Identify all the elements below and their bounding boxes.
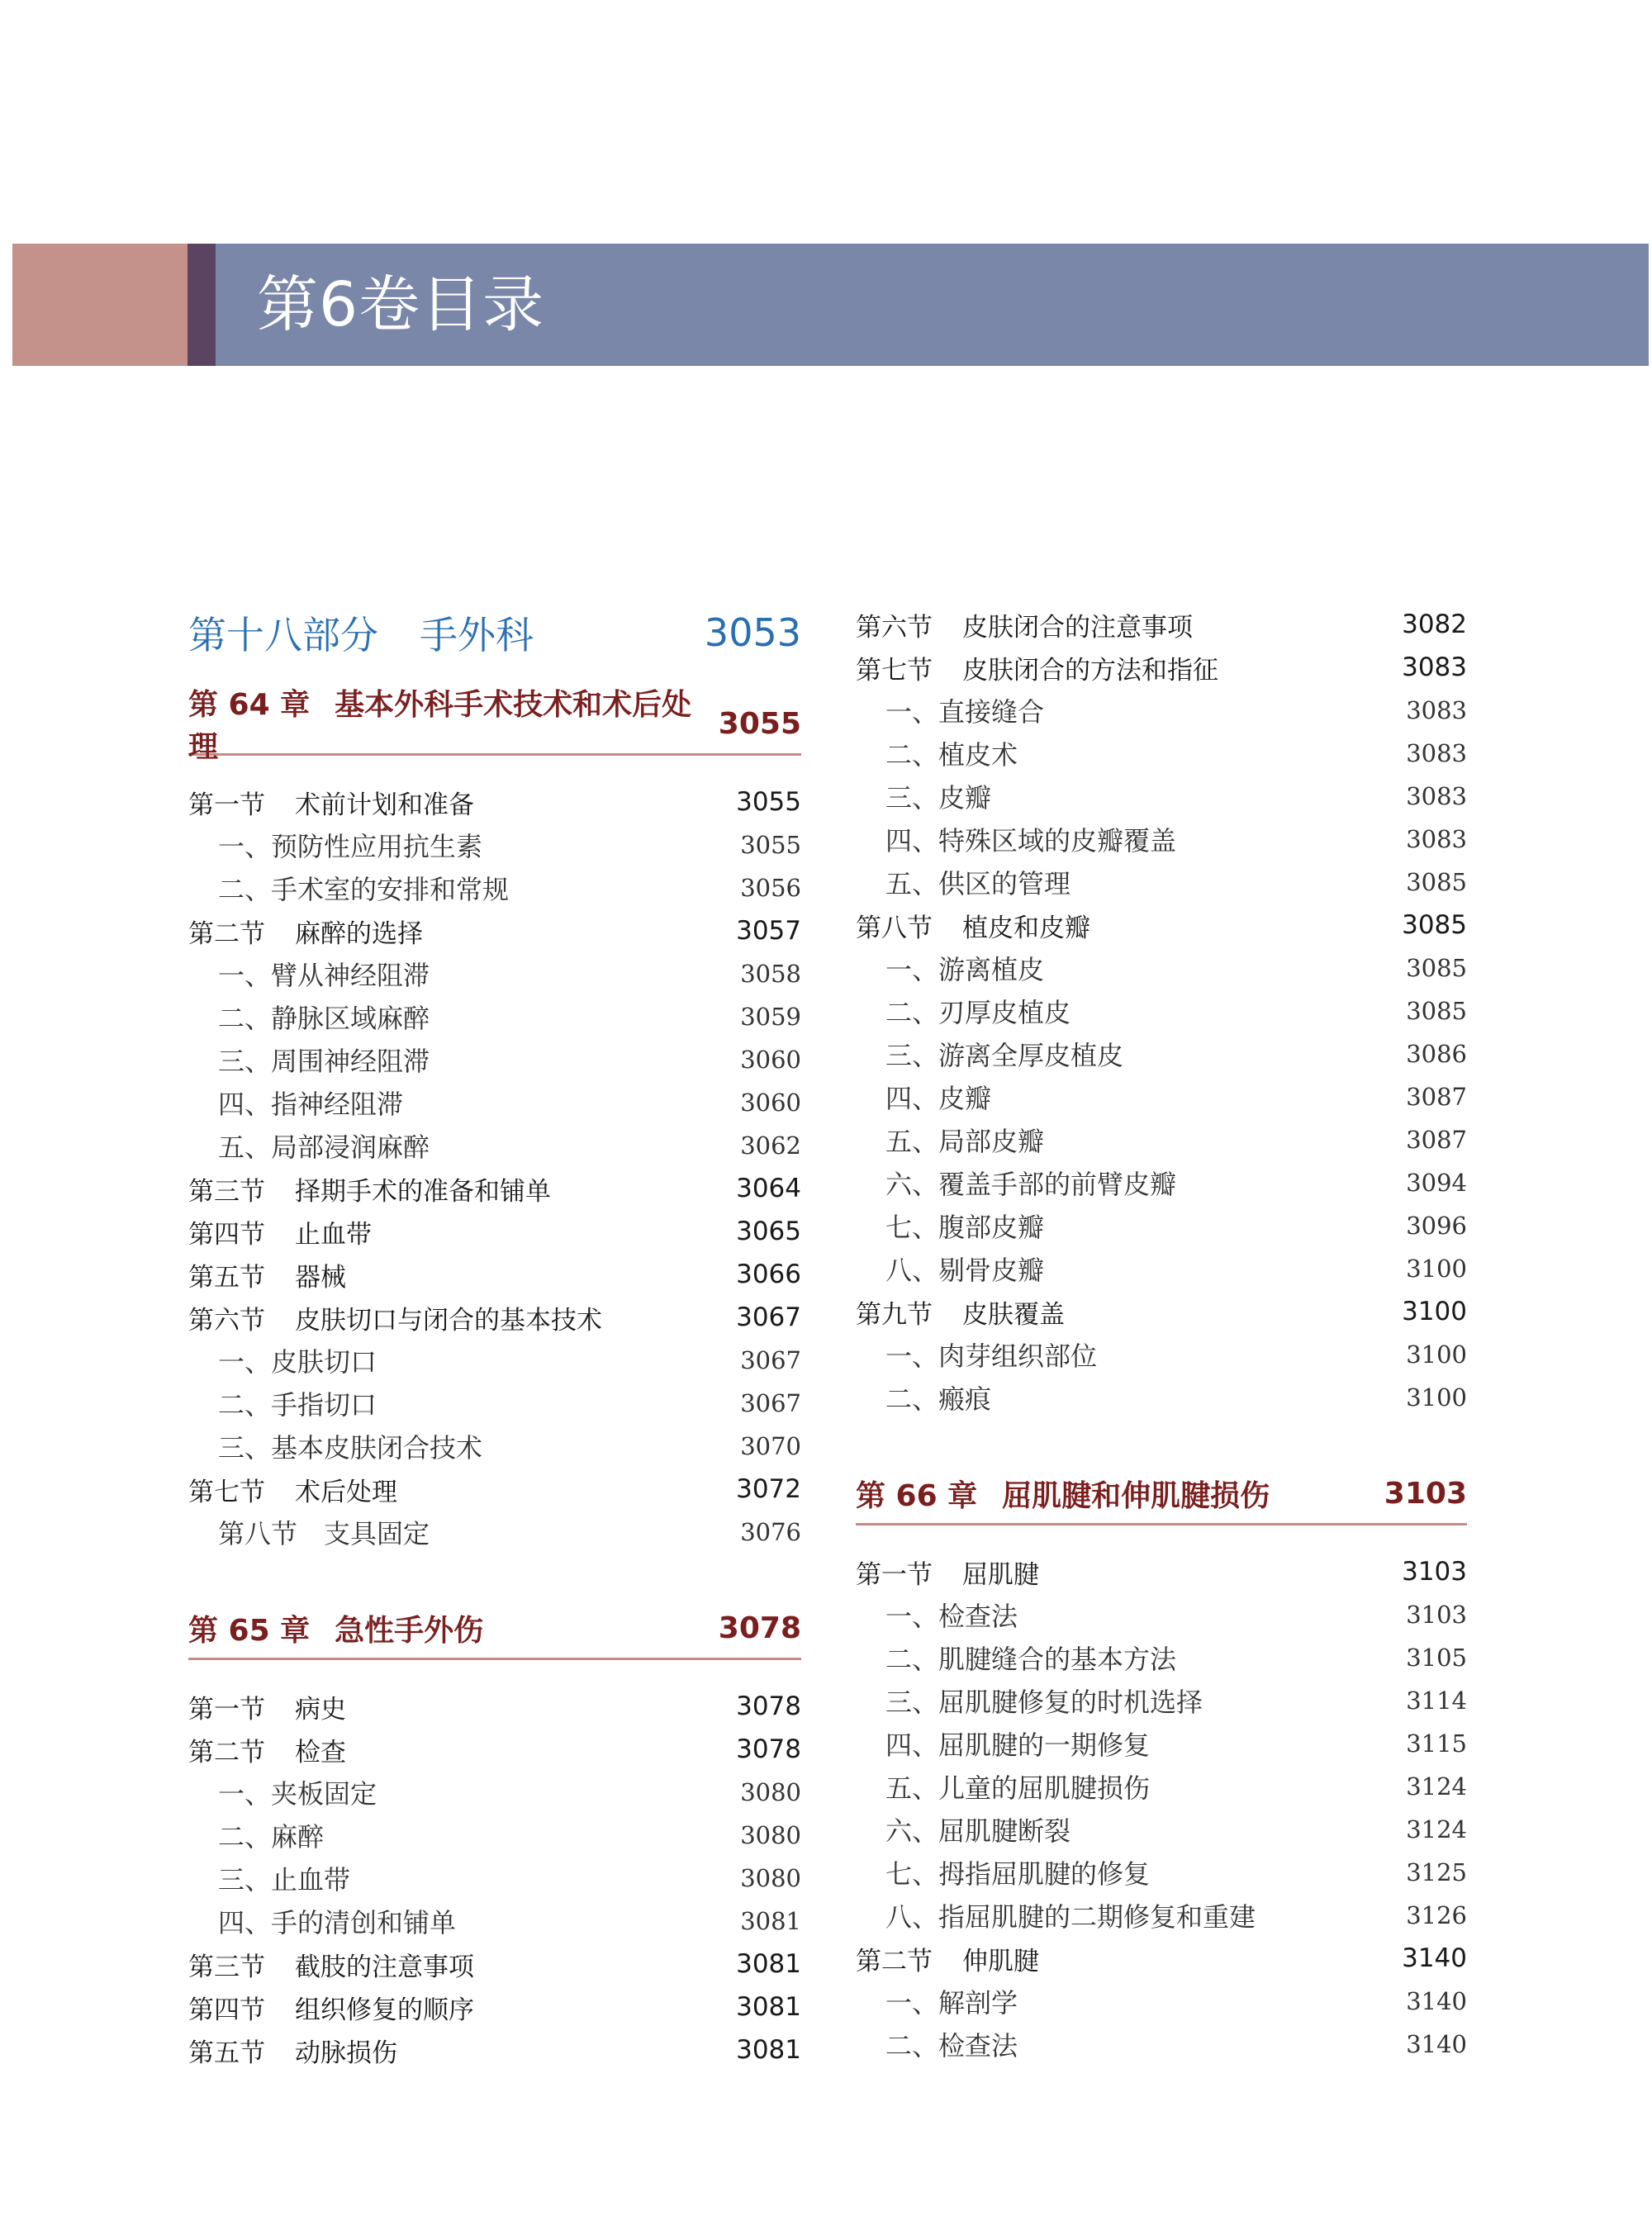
section-title <box>188 2032 397 2069</box>
subsection-title: 二、植皮术 <box>885 739 1018 771</box>
page-number: 3080 <box>740 1778 801 1806</box>
subsection-title: 一、直接缝合 <box>885 696 1045 728</box>
part-title: 第十八部分 手外科 <box>188 613 534 657</box>
page-number: 3100 <box>1402 1297 1467 1326</box>
section-title <box>856 907 1090 944</box>
subsection-title: 一、臂从神经阻滞 <box>218 960 430 991</box>
section-name: 屈肌腱 <box>962 1559 1039 1590</box>
page-number: 3067 <box>740 1389 801 1417</box>
subsection-title: 二、手指切口 <box>218 1389 377 1421</box>
toc-subsection-entry[interactable] <box>856 1204 1467 1247</box>
section-number: 第二节 <box>188 1737 265 1767</box>
toc-section-entry[interactable] <box>188 1685 801 1728</box>
toc-subsection-entry[interactable] <box>856 1032 1467 1075</box>
toc-left-column <box>188 603 801 2071</box>
section-title <box>188 1946 474 1983</box>
page-number: 3114 <box>1406 1687 1467 1715</box>
page-number: 3057 <box>736 916 801 946</box>
page-number: 3087 <box>1406 1126 1467 1154</box>
section-number: 第六节 <box>188 1305 265 1336</box>
section-name: 术前计划和准备 <box>295 790 474 820</box>
section-number: 第四节 <box>188 1995 265 2025</box>
section-name: 植皮和皮瓣 <box>962 913 1090 943</box>
subsection-title: 四、手的清创和铺单 <box>218 1907 457 1938</box>
toc-subsection-entry[interactable] <box>856 775 1467 818</box>
toc-subsection-entry[interactable] <box>856 1247 1467 1290</box>
page-number: 3070 <box>740 1432 801 1460</box>
toc-subsection-entry[interactable] <box>856 989 1467 1032</box>
subsection-title: 四、特殊区域的皮瓣覆盖 <box>885 825 1177 856</box>
section-title <box>188 1688 346 1725</box>
page-number: 3081 <box>736 2035 801 2065</box>
page-number: 3085 <box>1406 954 1467 982</box>
page-number: 3085 <box>1406 997 1467 1025</box>
page-number: 3124 <box>1406 1815 1467 1843</box>
toc-subsection-entry[interactable] <box>856 1376 1467 1419</box>
section-title <box>188 1213 372 1250</box>
page-number: 3105 <box>1406 1644 1467 1672</box>
toc-subsection-entry[interactable] <box>188 1038 801 1081</box>
page-number: 3056 <box>740 874 801 902</box>
toc-subsection-entry[interactable] <box>188 952 801 995</box>
page-number: 3083 <box>1406 825 1467 853</box>
toc-subsection-entry[interactable] <box>856 1894 1467 1937</box>
subsection-title: 五、供区的管理 <box>885 868 1071 899</box>
page-title: 第6卷目录 <box>257 269 545 340</box>
subsection-title: 第八节 支具固定 <box>218 1518 430 1549</box>
subsection-title: 二、手术室的安排和常规 <box>218 874 510 905</box>
chapter-title: 第 64 章 基本外科手术技术和术后处理 <box>188 688 692 764</box>
page-number: 3072 <box>736 1474 801 1504</box>
toc-section-entry[interactable] <box>856 1937 1467 1980</box>
toc-subsection-entry[interactable] <box>188 995 801 1038</box>
toc-subsection-entry[interactable] <box>856 689 1467 732</box>
page-number: 3085 <box>1406 868 1467 896</box>
subsection-title: 三、游离全厚皮植皮 <box>885 1040 1124 1071</box>
toc-subsection-entry[interactable] <box>188 1771 801 1814</box>
page-number: 3058 <box>740 960 801 988</box>
toc-subsection-entry[interactable] <box>856 1679 1467 1722</box>
subsection-title: 四、指神经阻滞 <box>218 1089 404 1120</box>
toc-subsection-entry[interactable] <box>856 861 1467 904</box>
page-number: 3094 <box>1406 1169 1467 1197</box>
subsection-title: 三、皮瓣 <box>885 782 992 814</box>
toc-subsection-entry[interactable] <box>188 1382 801 1425</box>
section-name: 皮肤切口与闭合的基本技术 <box>295 1305 602 1336</box>
page-number: 3065 <box>736 1217 801 1246</box>
subsection-title: 三、止血带 <box>218 1864 351 1896</box>
toc-section-entry[interactable] <box>856 1290 1467 1333</box>
section-name: 止血带 <box>295 1219 372 1250</box>
chapter-page: 3103 <box>1384 1476 1467 1511</box>
page-number: 3082 <box>1402 610 1467 639</box>
page-number: 3083 <box>1406 696 1467 724</box>
subsection-title: 一、肉芽组织部位 <box>885 1340 1098 1372</box>
page-number: 3067 <box>740 1346 801 1374</box>
section-number: 第一节 <box>188 1694 265 1725</box>
chapter-65-heading[interactable] <box>188 1598 801 1660</box>
toc-subsection-entry[interactable] <box>856 1333 1467 1376</box>
subsection-title: 一、检查法 <box>885 1601 1018 1632</box>
subsection-title: 五、局部浸润麻醉 <box>218 1132 430 1163</box>
page-number: 3083 <box>1402 652 1467 682</box>
toc-section-entry[interactable] <box>188 1986 801 2028</box>
subsection-title: 二、肌腱缝合的基本方法 <box>885 1644 1177 1675</box>
page-number: 3100 <box>1406 1340 1467 1369</box>
subsection-title: 二、静脉区域麻醉 <box>218 1003 430 1034</box>
page-number: 3140 <box>1406 1987 1467 2015</box>
page-number: 3081 <box>740 1907 801 1935</box>
subsection-title: 六、覆盖手部的前臂皮瓣 <box>885 1169 1177 1200</box>
section-title <box>856 1554 1039 1591</box>
page-number: 3081 <box>736 1949 801 1979</box>
page-number: 3126 <box>1406 1901 1467 1929</box>
toc-subsection-entry[interactable] <box>856 2023 1467 2066</box>
section-number: 第七节 <box>856 655 933 686</box>
subsection-title: 七、腹部皮瓣 <box>885 1212 1045 1243</box>
section-name: 器械 <box>295 1262 346 1293</box>
section-title <box>856 606 1193 643</box>
page-number: 3067 <box>736 1302 801 1332</box>
toc-subsection-entry[interactable] <box>856 1636 1467 1679</box>
section-title <box>188 913 423 950</box>
page-number: 3140 <box>1406 2030 1467 2058</box>
section-name: 截肢的注意事项 <box>295 1952 474 1982</box>
toc-subsection-entry[interactable] <box>188 1339 801 1382</box>
chapter-title: 第 65 章 急性手外伤 <box>188 1613 484 1648</box>
subsection-title: 四、皮瓣 <box>885 1083 992 1114</box>
page-number: 3115 <box>1406 1729 1467 1758</box>
subsection-title: 四、屈肌腱的一期修复 <box>885 1729 1151 1761</box>
page-number: 3096 <box>1406 1212 1467 1240</box>
section-title <box>188 1989 474 2026</box>
toc-section-entry[interactable] <box>856 603 1467 646</box>
toc-subsection-entry[interactable] <box>856 1765 1467 1808</box>
section-number: 第九节 <box>856 1299 933 1330</box>
toc-subsection-entry[interactable] <box>188 1124 801 1167</box>
toc-section-entry[interactable] <box>188 1728 801 1771</box>
section-number: 第三节 <box>188 1952 265 1982</box>
page-number: 3080 <box>740 1821 801 1849</box>
subsection-title: 二、麻醉 <box>218 1821 325 1853</box>
chapter-66-entries <box>856 1550 1467 2066</box>
toc-subsection-entry[interactable] <box>856 1722 1467 1765</box>
subsection-title: 二、刃厚皮植皮 <box>885 997 1071 1028</box>
toc-section-entry[interactable] <box>856 1550 1467 1593</box>
part-heading[interactable] <box>188 603 801 662</box>
section-name: 检查 <box>295 1737 346 1767</box>
section-title <box>856 649 1218 686</box>
section-number: 第二节 <box>188 918 265 949</box>
section-number: 第一节 <box>856 1559 933 1590</box>
toc-section-entry[interactable] <box>188 1210 801 1253</box>
page-number: 3062 <box>740 1132 801 1160</box>
page-number: 3100 <box>1406 1255 1467 1283</box>
page-number: 3059 <box>740 1003 801 1031</box>
page-number: 3087 <box>1406 1083 1467 1111</box>
section-number: 第三节 <box>188 1176 265 1207</box>
subsection-title: 一、解剖学 <box>885 1987 1018 2019</box>
toc-subsection-entry[interactable] <box>188 1814 801 1857</box>
page-number: 3083 <box>1406 739 1467 767</box>
toc-section-entry[interactable] <box>188 1296 801 1339</box>
part-page: 3053 <box>704 610 801 655</box>
page-number: 3100 <box>1406 1383 1467 1412</box>
page-number: 3066 <box>736 1260 801 1289</box>
toc-subsection-entry[interactable] <box>856 1075 1467 1118</box>
section-name: 伸肌腱 <box>962 1946 1039 1976</box>
toc-subsection-entry[interactable] <box>856 1593 1467 1636</box>
toc-subsection-entry[interactable] <box>856 1808 1467 1851</box>
toc-subsection-entry[interactable] <box>188 1857 801 1900</box>
section-name: 皮肤闭合的注意事项 <box>962 612 1193 643</box>
subsection-title: 三、屈肌腱修复的时机选择 <box>885 1687 1203 1718</box>
section-number: 第七节 <box>188 1477 265 1507</box>
page-number: 3103 <box>1402 1557 1467 1587</box>
section-name: 皮肤覆盖 <box>962 1299 1065 1330</box>
section-number: 第五节 <box>188 2038 265 2068</box>
banner-tan-block <box>12 244 188 366</box>
toc-section-entry[interactable] <box>188 1468 801 1511</box>
section-number: 第一节 <box>188 790 265 820</box>
section-name: 皮肤闭合的方法和指征 <box>962 655 1218 686</box>
chapter-title: 第 66 章 屈肌腱和伸肌腱损伤 <box>856 1478 1270 1513</box>
toc-subsection-entry[interactable] <box>856 1161 1467 1204</box>
subsection-title: 三、周围神经阻滞 <box>218 1046 430 1077</box>
subsection-title: 一、游离植皮 <box>885 954 1045 985</box>
toc-subsection-entry[interactable] <box>856 1980 1467 2023</box>
toc-subsection-entry[interactable] <box>856 1851 1467 1894</box>
toc-subsection-entry[interactable] <box>856 947 1467 989</box>
page-number: 3080 <box>740 1864 801 1892</box>
chapter-64-entries <box>188 780 801 1554</box>
section-title <box>188 1256 346 1293</box>
toc-section-entry[interactable] <box>188 1943 801 1986</box>
section-name: 择期手术的准备和铺单 <box>295 1176 551 1207</box>
toc-section-entry[interactable] <box>188 2028 801 2071</box>
subsection-title: 七、拇指屈肌腱的修复 <box>885 1858 1151 1890</box>
toc-subsection-entry[interactable] <box>188 1425 801 1468</box>
section-name: 组织修复的顺序 <box>295 1995 474 2025</box>
section-number: 第八节 <box>856 913 933 943</box>
section-title <box>188 1299 602 1336</box>
toc-section-entry[interactable] <box>856 904 1467 947</box>
subsection-title: 六、屈肌腱断裂 <box>885 1815 1071 1847</box>
chapter-65-entries <box>188 1685 801 2071</box>
subsection-title: 五、儿童的屈肌腱损伤 <box>885 1772 1151 1804</box>
section-number: 第二节 <box>856 1946 933 1976</box>
chapter-page: 3055 <box>718 706 801 741</box>
section-name: 术后处理 <box>295 1477 397 1507</box>
page-number: 3060 <box>740 1046 801 1074</box>
page-number: 3078 <box>736 1734 801 1764</box>
subsection-title: 一、夹板固定 <box>218 1778 377 1810</box>
subsection-title: 八、剔骨皮瓣 <box>885 1255 1045 1286</box>
page-number: 3060 <box>740 1089 801 1117</box>
section-name: 麻醉的选择 <box>295 918 423 949</box>
page-number: 3078 <box>736 1691 801 1721</box>
page-number: 3064 <box>736 1174 801 1203</box>
section-number: 第六节 <box>856 612 933 643</box>
page-number: 3124 <box>1406 1772 1467 1801</box>
page-number: 3083 <box>1406 782 1467 810</box>
section-title <box>188 1731 346 1768</box>
subsection-title: 二、瘢痕 <box>885 1383 992 1415</box>
toc-subsection-entry[interactable] <box>188 823 801 866</box>
subsection-title: 三、基本皮肤闭合技术 <box>218 1432 483 1464</box>
section-name: 病史 <box>295 1694 346 1725</box>
subsection-title: 二、检查法 <box>885 2030 1018 2062</box>
section-number: 第五节 <box>188 1262 265 1293</box>
chapter-66-heading[interactable] <box>856 1464 1467 1525</box>
toc-section-entry[interactable] <box>188 1167 801 1210</box>
section-title <box>188 784 474 821</box>
toc-subsection-entry[interactable] <box>856 818 1467 861</box>
page-number: 3103 <box>1406 1601 1467 1629</box>
chapter-page: 3078 <box>718 1611 801 1645</box>
chapter-64-heading[interactable] <box>188 688 801 764</box>
toc-section-entry[interactable] <box>188 1253 801 1296</box>
page-number: 3081 <box>736 1992 801 2022</box>
toc-section-entry[interactable] <box>188 909 801 952</box>
page-number: 3055 <box>740 831 801 859</box>
subsection-title: 一、预防性应用抗生素 <box>218 831 483 862</box>
page-number: 3140 <box>1402 1943 1467 1973</box>
toc-subsection-entry[interactable] <box>188 1081 801 1124</box>
section-name: 动脉损伤 <box>295 2038 397 2068</box>
subsection-title: 八、指屈肌腱的二期修复和重建 <box>885 1901 1256 1933</box>
page-number: 3125 <box>1406 1858 1467 1886</box>
toc-section-entry[interactable] <box>856 646 1467 689</box>
section-title <box>856 1293 1065 1331</box>
toc-right-column <box>856 603 1467 2066</box>
toc-subsection-entry[interactable] <box>856 732 1467 775</box>
page-number: 3076 <box>740 1518 801 1546</box>
volume-banner <box>12 244 1649 366</box>
page-number: 3086 <box>1406 1040 1467 1068</box>
page-number: 3085 <box>1402 910 1467 940</box>
toc-subsection-entry[interactable] <box>188 1900 801 1943</box>
toc-subsection-entry[interactable] <box>188 866 801 909</box>
subsection-title: 一、皮肤切口 <box>218 1346 377 1378</box>
section-number: 第四节 <box>188 1219 265 1250</box>
banner-purple-stripe <box>188 244 216 366</box>
page-number: 3055 <box>736 787 801 817</box>
section-title <box>188 1471 397 1508</box>
toc-subsection-entry[interactable] <box>188 1511 801 1554</box>
section-title <box>188 1170 551 1208</box>
toc-section-entry[interactable] <box>188 780 801 823</box>
section-title <box>856 1940 1039 1977</box>
toc-subsection-entry[interactable] <box>856 1118 1467 1161</box>
subsection-title: 五、局部皮瓣 <box>885 1126 1045 1157</box>
chapter-65-continued-entries <box>856 603 1467 1419</box>
